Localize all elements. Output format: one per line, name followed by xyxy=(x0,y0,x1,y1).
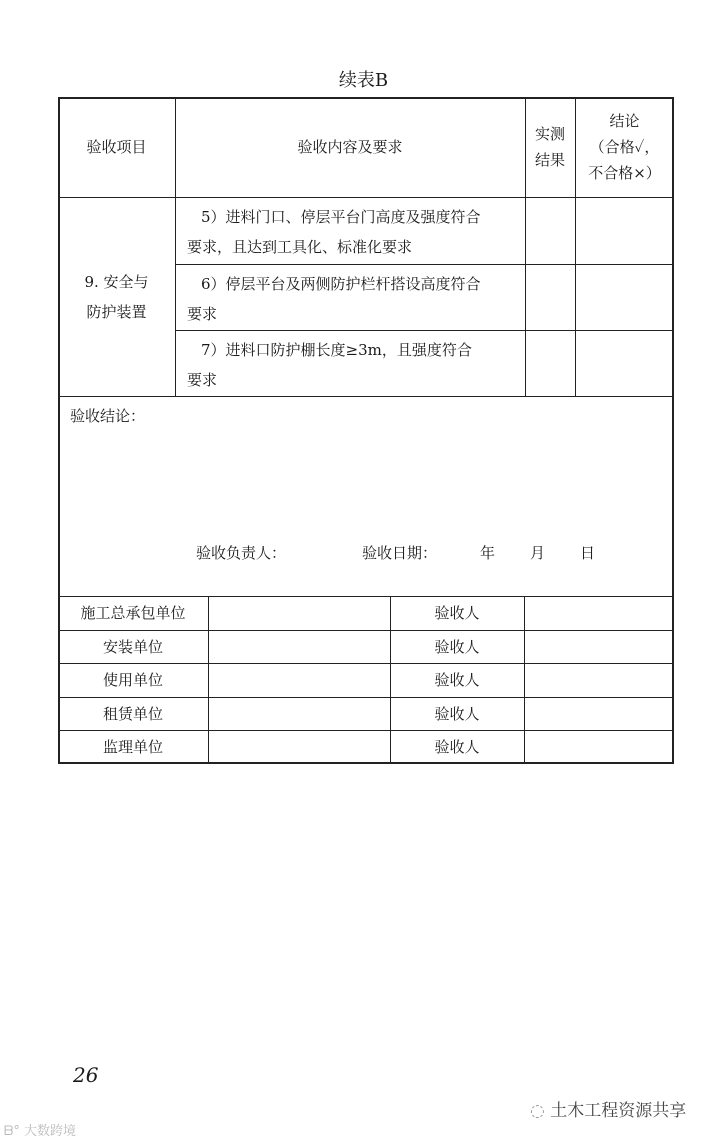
header-measured xyxy=(525,97,575,197)
page-number: 26 xyxy=(73,1063,99,1087)
header-item: 验收项目 xyxy=(86,138,147,156)
date-label: 验收日期： xyxy=(362,544,438,562)
row-line: 5）进料门口、停层平台门高度及强度符合 xyxy=(201,208,481,226)
header-content: 验收内容及要求 xyxy=(297,138,403,156)
responsible-label: 验收负责人： xyxy=(196,544,287,562)
row-line: 6）停层平台及两侧防护栏杆搭设高度符合 xyxy=(201,275,481,293)
logo-icon: ᗷ° xyxy=(4,1124,20,1139)
header-conclusion-line: 结论 xyxy=(609,112,640,130)
month-label: 月 xyxy=(530,544,546,562)
day-label: 日 xyxy=(580,544,596,562)
table-row-content xyxy=(175,197,525,264)
header-conclusion xyxy=(575,97,674,197)
table-title: 续表B xyxy=(338,70,389,91)
table-row-content xyxy=(175,264,525,330)
group-label-line: 防护装置 xyxy=(86,302,147,321)
signoff-unit: 监理单位 xyxy=(102,738,163,756)
signoff-inspector: 验收人 xyxy=(434,604,480,622)
group-label-line: 9. 安全与 xyxy=(84,272,149,291)
signoff-unit: 使用单位 xyxy=(102,671,163,689)
row-line: 7）进料口防护棚长度≥3m，且强度符合 xyxy=(201,341,472,359)
header-conclusion-line: （合格✓， xyxy=(589,138,660,156)
signoff-unit: 安装单位 xyxy=(102,637,163,656)
group-label xyxy=(58,197,175,396)
table-row-content xyxy=(175,330,525,396)
signoff-inspector: 验收人 xyxy=(434,704,480,723)
watermark-right-text: 土木工程资源共享 xyxy=(550,1101,687,1121)
watermark-left-text: 大数跨境 xyxy=(24,1124,77,1139)
signoff-inspector: 验收人 xyxy=(434,738,480,756)
conclusion-label: 验收结论： xyxy=(70,407,146,425)
year-label: 年 xyxy=(480,544,496,562)
row-line: 要求 xyxy=(187,371,218,389)
row-line: 要求，且达到工具化、标准化要求 xyxy=(187,238,413,256)
header-conclusion-line: 不合格×） xyxy=(588,164,661,182)
signoff-unit: 租赁单位 xyxy=(102,704,163,723)
signoff-inspector: 验收人 xyxy=(434,637,480,656)
row-line: 要求 xyxy=(187,305,218,323)
watermark-right xyxy=(530,1096,686,1121)
watermark-left xyxy=(4,1120,76,1139)
header-measured-line: 实测 xyxy=(534,125,565,143)
signoff-inspector: 验收人 xyxy=(434,671,480,689)
wechat-icon: ◌ xyxy=(530,1101,545,1121)
signoff-unit: 施工总承包单位 xyxy=(80,604,186,622)
header-measured-line: 结果 xyxy=(534,151,565,169)
